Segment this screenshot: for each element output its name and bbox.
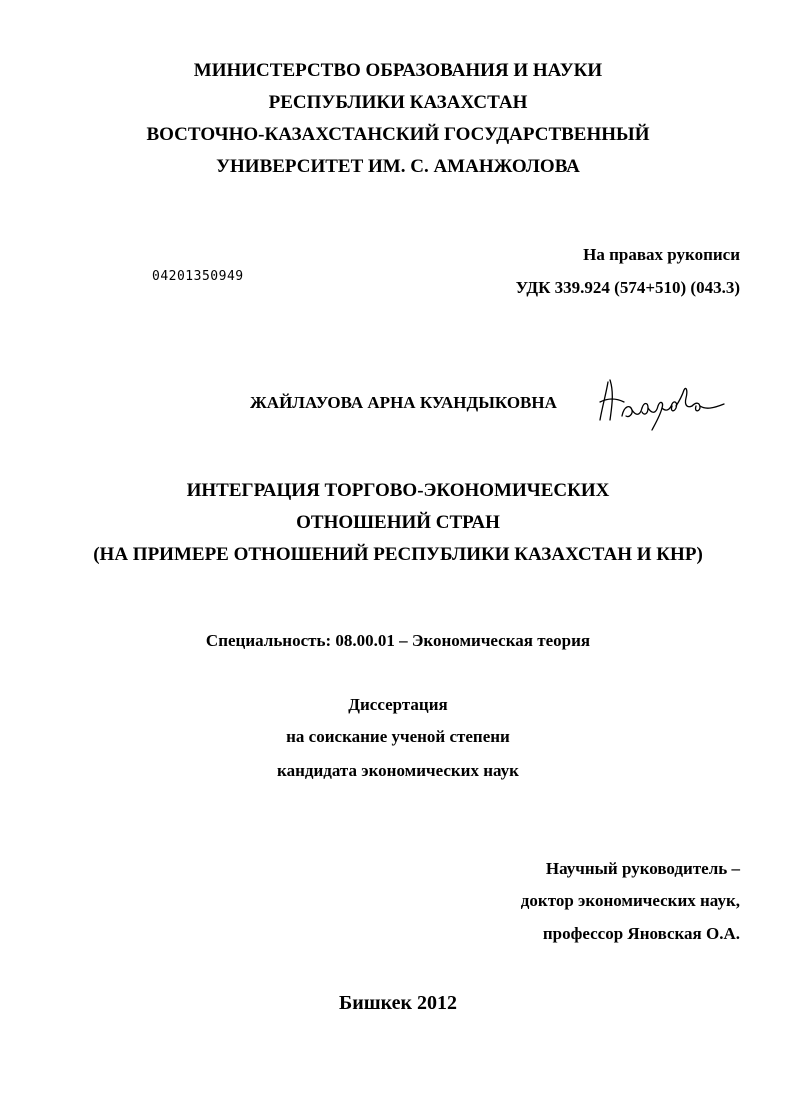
university-title-line2: УНИВЕРСИТЕТ ИМ. С. АМАНЖОЛОВА [216, 156, 580, 177]
dissertation-label: Диссертация [348, 695, 448, 714]
degree-line2: кандидата экономических наук [277, 761, 519, 780]
city-year: Бишкек 2012 [338, 992, 458, 1014]
specialty: Специальность: 08.00.01 – Экономическая теория [205, 631, 591, 650]
author-name: ЖАЙЛАУОВА АРНА КУАНДЫКОВНА [250, 393, 557, 412]
author-row [0, 376, 796, 436]
thesis-title-line3: (НА ПРИМЕРЕ ОТНОШЕНИЙ РЕСПУБЛИКИ КАЗАХСТАН И КНР) [93, 544, 703, 565]
university-title-line1: ВОСТОЧНО-КАЗАХСТАНСКИЙ ГОСУДАРСТВЕННЫЙ [146, 124, 650, 145]
supervisor-name: профессор Яновская О.А. [542, 924, 740, 943]
degree-line1: на соискание ученой степени [286, 727, 510, 746]
supervisor-degree: доктор экономических наук, [520, 891, 740, 910]
udk-code: УДК 339.924 (574+510) (043.3) [515, 278, 740, 297]
signature-icon [596, 376, 726, 432]
supervisor-label: Научный руководитель – [545, 859, 740, 878]
catalog-number: 04201350949 [152, 269, 244, 284]
manuscript-rights: На правах рукописи [583, 245, 740, 264]
thesis-title-line2: ОТНОШЕНИЙ СТРАН [296, 512, 500, 533]
republic-title: РЕСПУБЛИКИ КАЗАХСТАН [268, 92, 528, 113]
ministry-title: МИНИСТЕРСТВО ОБРАЗОВАНИЯ И НАУКИ [193, 60, 603, 81]
thesis-title-line1: ИНТЕГРАЦИЯ ТОРГОВО-ЭКОНОМИЧЕСКИХ [186, 480, 610, 501]
